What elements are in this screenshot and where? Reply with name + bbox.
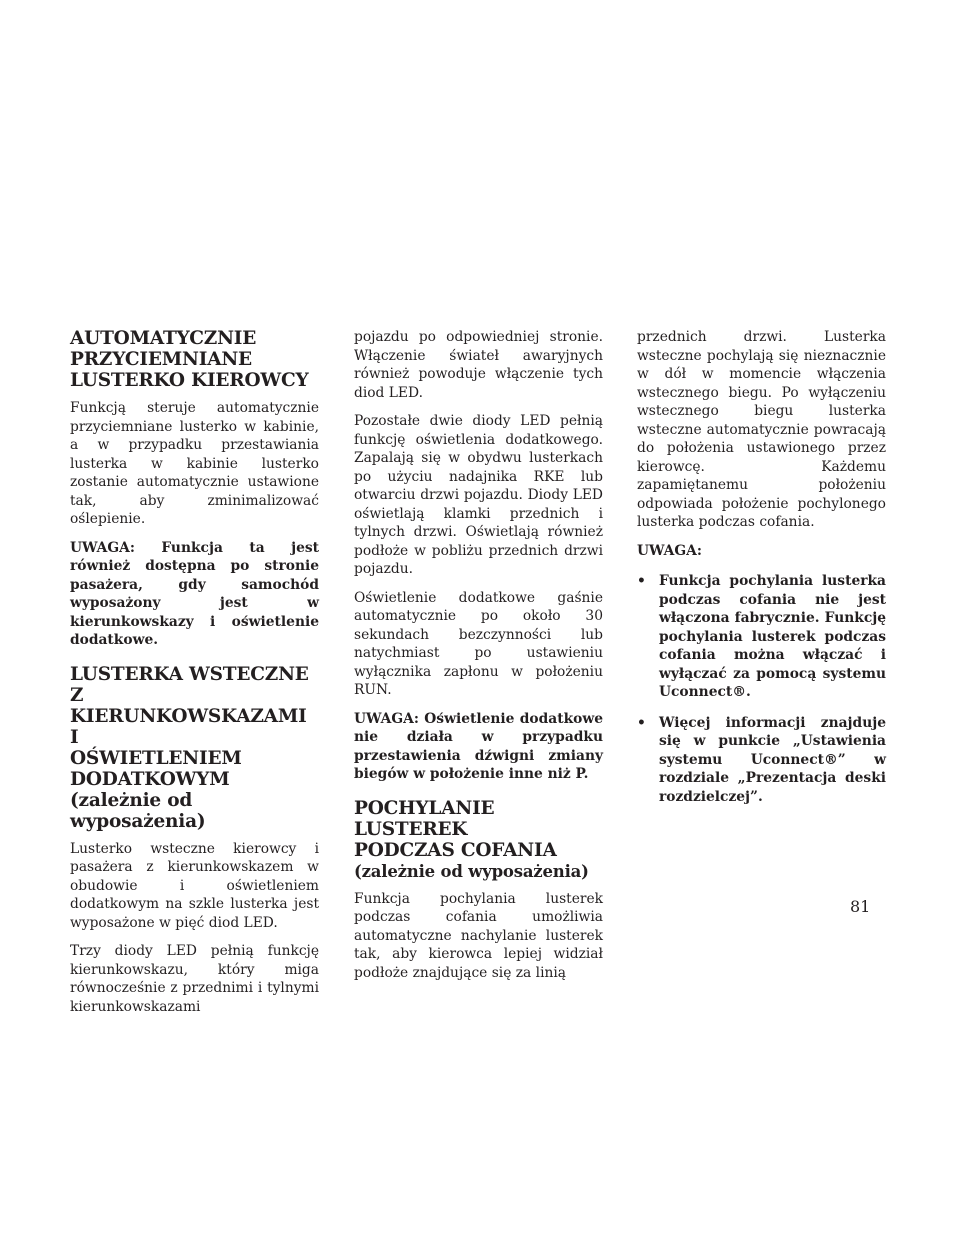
paragraph: Lusterko wsteczne kierowcy i pasażera z kierunkowskazem w obudowie i oświetleniem dodatkowym na szkle lusterka jest wyposażone w pięć diod LED. — [70, 840, 319, 931]
bullet-text: Funkcja pochylania lusterka podczas cofania nie jest włączona fabrycznie. Funkcję pochylania lusterek podczas cofania można włączać i wyłączać za pomocą systemu Uconnect®. — [659, 573, 886, 700]
heading-line: POCHYLANIE LUSTEREK — [354, 797, 495, 840]
paragraph: Funkcją steruje automatycznie przyciemniane lusterko w kabinie, a w przypadku przestawiania lusterka w kabinie lusterko zostanie automatycznie ustawione tak, aby zminimalizować oślepienie. — [70, 400, 319, 527]
heading-line: PRZYCIEMNIANE — [70, 349, 252, 370]
column-middle — [354, 328, 603, 992]
heading-line: KIERUNKOWSKAZAMI I — [70, 705, 307, 748]
note-label: UWAGA: — [637, 542, 702, 559]
heading-line: LUSTERKA WSTECZNE Z — [70, 663, 309, 706]
list-item — [637, 714, 886, 807]
column-right — [637, 328, 886, 818]
paragraph: Oświetlenie dodatkowe gaśnie automatycznie po około 30 sekundach bezczynności lub natychmiast po ustawieniu wyłącznika zapłonu w położeniu RUN. — [354, 589, 603, 698]
note-paragraph: UWAGA: Oświetlenie dodatkowe nie działa w przypadku przestawienia dźwigni zmiany biegów w położenie inne niż P. — [354, 710, 603, 782]
heading-line: PODCZAS COFANIA — [354, 839, 557, 861]
section-heading-reverse-tilt — [354, 798, 603, 882]
bullet-icon: • — [637, 714, 646, 731]
page-number: 81 — [850, 897, 871, 916]
heading-line: OŚWIETLENIEM — [70, 747, 242, 769]
note-bullet-list — [637, 572, 886, 806]
heading-line: AUTOMATYCZNIE — [70, 328, 257, 349]
heading-line: DODATKOWYM (zależnie od wyposażenia) — [70, 768, 230, 832]
section-heading-turn-signal-mirrors — [70, 664, 319, 832]
list-item — [637, 572, 886, 702]
column-left — [70, 328, 319, 1026]
bullet-icon: • — [637, 573, 646, 589]
paragraph: Trzy diody LED pełnią funkcję kierunkowskazu, który miga równocześnie z przednimi i tylnymi kierunkowskazami — [70, 943, 319, 1015]
paragraph: przednich drzwi. Lusterka wsteczne pochylają się nieznacznie w dół w momencie włączenia wstecznego biegu. Po wyłączeniu wstecznego biegu lusterka wsteczne automatycznie powracają do położenia ustawionego przez kierowcę. Każdemu zapamiętanemu położeniu odpowiada położenie pochylonego lusterka podczas cofania. — [637, 329, 886, 530]
heading-line: LUSTERKO KIEROWCY — [70, 370, 309, 391]
bullet-text: Więcej informacji znajduje się w punkcie „Ustawienia systemu Uconnect®” w rozdziale „Prezentacja deski rozdzielczej”. — [659, 714, 886, 805]
section-heading-auto-dimming — [70, 328, 319, 391]
paragraph: Funkcja pochylania lusterek podczas cofania umożliwia automatyczne nachylanie lusterek tak, aby kierowca lepiej widział podłoże znajdujące się za linią — [354, 890, 603, 981]
paragraph: Pozostałe dwie diody LED pełnią funkcję oświetlenia dodatkowego. Zapalają się w obydwu lusterkach po użyciu nadajnika RKE lub otwarciu drzwi pojazdu. Diody LED oświetlają klamki przednich i tylnych drzwi. Oświetlają również podłoże w pobliżu przednich drzwi pojazdu. — [354, 413, 603, 577]
heading-subtitle: (zależnie od wyposażenia) — [354, 861, 589, 881]
note-paragraph: UWAGA: Funkcja ta jest również dostępna po stronie pasażera, gdy samochód wyposażony jest w kierunkowskazy i oświetlenie dodatkowe. — [70, 539, 319, 648]
paragraph: pojazdu po odpowiedniej stronie. Włączenie świateł awaryjnych również powoduje włączenie tych diod LED. — [354, 329, 603, 401]
